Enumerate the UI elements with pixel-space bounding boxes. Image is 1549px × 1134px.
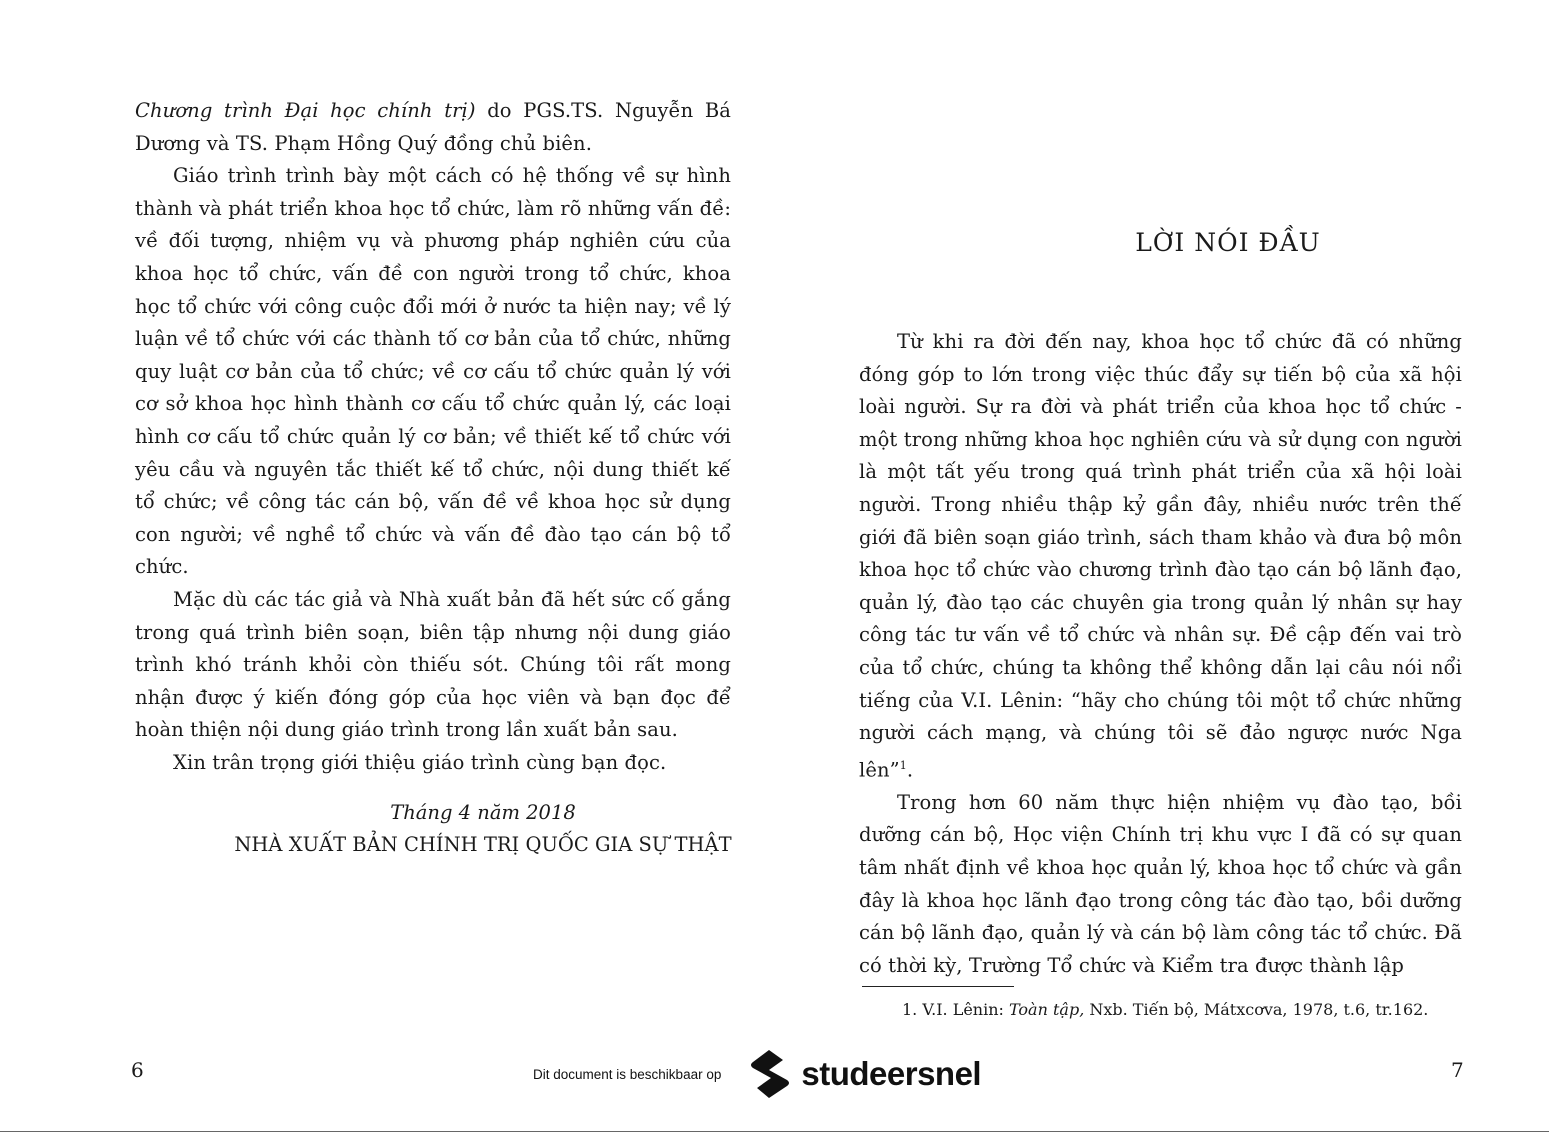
footnote-divider xyxy=(862,986,1014,987)
bottom-divider xyxy=(0,1131,1549,1132)
paragraph: Giáo trình trình bày một cách có hệ thống về sự hình thành và phát triển khoa học tổ chức, làm rõ những vấn đề: về đối tượng, nhiệm vụ và phương pháp nghiên cứu của khoa học tổ chức, vấn đề con người trong tổ chức, khoa học tổ chức với công cuộc đổi mới ở nước ta hiện nay; về lý luận về tổ chức với các thành tố cơ bản của tổ chức, những quy luật cơ bản của tổ chức; về cơ cấu tổ chức quản lý với cơ sở khoa học hình thành cơ cấu tổ chức quản lý, các loại hình cơ cấu tổ chức quản lý cơ bản; về thiết kế tổ chức với yêu cầu và nguyên tắc thiết kế tổ chức, nội dung thiết kế tổ chức; về công tác cán bộ, vấn đề về khoa học sử dụng con người; về nghề tổ chức và vấn đề đào tạo cán bộ tổ chức. xyxy=(135,164,731,579)
footnote: 1. V.I. Lênin: Toàn tập, Nxb. Tiến bộ, Mátxcơva, 1978, t.6, tr.162. xyxy=(902,1000,1429,1019)
paragraph: Trong hơn 60 năm thực hiện nhiệm vụ đào tạo, bồi dưỡng cán bộ, Học viện Chính trị khu vực I đã có sự quan tâm nhất định về khoa học quản lý, khoa học tổ chức và gần đây là khoa học lãnh đạo trong công tác đào tạo, bồi dưỡng cán bộ lãnh đạo, quản lý và cán bộ làm công tác tổ chức. Đã có thời kỳ, Trường Tổ chức và Kiểm tra được thành lập xyxy=(859,790,1462,977)
page-number-left: 6 xyxy=(131,1058,144,1082)
paragraph: Từ khi ra đời đến nay, khoa học tổ chức đã có những đóng góp to lớn trong việc thúc đẩy sự tiến bộ của xã hội loài người. Sự ra đời và phát triển của khoa học tổ chức - một trong những khoa học nghiên cứu và sử dụng con người là một tất yếu trong quá trình phát triển của xã hội loài người. Trong nhiều thập kỷ gần đây, nhiều nước trên thế giới đã biên soạn giáo trình, sách tham khảo và đưa bộ môn khoa học tổ chức vào chương trình đào tạo cán bộ lãnh đạo, quản lý, đào tạo các chuyên gia trong quản lý nhân sự hay công tác tư vấn về tổ chức và nhân sự. Đề cập đến vai trò của tổ chức, chúng ta không thể không dẫn lại câu nói nổi tiếng của V.I. Lênin: “hãy cho chúng tôi một tổ chức những người cách mạng, và chúng tôi sẽ đảo ngược nước Nga lên”$^1$. xyxy=(859,330,1462,782)
date-line: Tháng 4 năm 2018 xyxy=(390,801,576,825)
italic-lead: Chương trình Đại học chính trị) xyxy=(135,99,476,122)
studeersnel-banner[interactable] xyxy=(533,1046,981,1102)
paragraph: Xin trân trọng giới thiệu giáo trình cùng bạn đọc. xyxy=(173,750,667,774)
footnote-ref: 1 xyxy=(899,758,907,772)
studeersnel-logo-icon xyxy=(747,1048,793,1100)
left-page-body xyxy=(135,95,731,861)
paragraph: Mặc dù các tác giả và Nhà xuất bản đã hết sức cố gắng trong quá trình biên soạn, biên tập nhưng nội dung giáo trình khó tránh khỏi còn thiếu sót. Chúng tôi rất mong nhận được ý kiến đóng góp của học viên và bạn đọc để hoàn thiện nội dung giáo trình trong lần xuất bản sau. xyxy=(135,587,731,742)
availability-text: Dit document is beschikbaar op xyxy=(533,1066,722,1082)
right-page xyxy=(775,0,1549,1134)
page-number-right: 7 xyxy=(1451,1058,1464,1082)
brand-name: studeersnel xyxy=(801,1055,982,1092)
publisher-name: NHÀ XUẤT BẢN CHÍNH TRỊ QUỐC GIA SỰ THẬT xyxy=(234,833,732,857)
paragraph: Chương trình Đại học chính trị) do PGS.TS. Nguyễn Bá Dương và TS. Phạm Hồng Quý đồng chủ biên. xyxy=(135,99,731,155)
chapter-heading: LỜI NÓI ĐẦU xyxy=(1135,228,1321,257)
right-page-body xyxy=(859,326,1462,982)
